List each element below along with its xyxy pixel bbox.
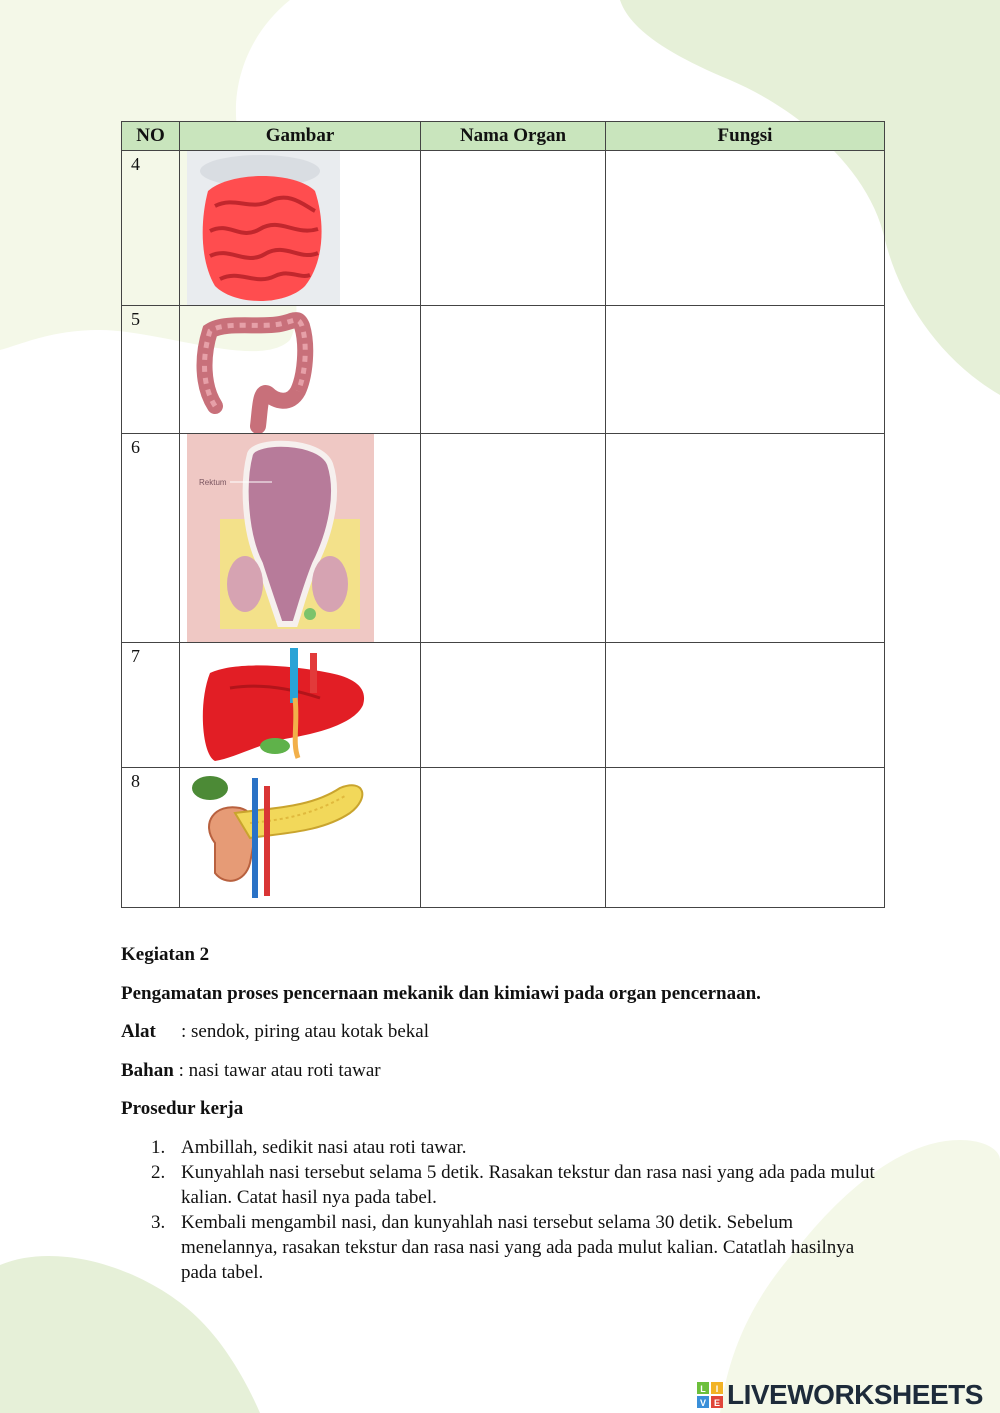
logo-letter: E bbox=[713, 1398, 721, 1408]
liveworksheets-logo bbox=[697, 1379, 983, 1411]
header-fungsi: Fungsi bbox=[606, 122, 885, 151]
bahan-line bbox=[121, 1060, 381, 1082]
row-number: 5 bbox=[122, 306, 180, 434]
step-number: 2. bbox=[151, 1162, 166, 1183]
table-row bbox=[122, 434, 885, 643]
large-intestine-image bbox=[180, 306, 421, 434]
row-number: 7 bbox=[122, 643, 180, 768]
fungsi-cell[interactable] bbox=[606, 434, 885, 643]
table-row bbox=[122, 306, 885, 434]
nama-organ-cell[interactable] bbox=[421, 434, 606, 643]
fungsi-cell[interactable] bbox=[606, 643, 885, 768]
nama-organ-cell[interactable] bbox=[421, 306, 606, 434]
logo-letter: V bbox=[699, 1398, 707, 1408]
brand-name: LIVEWORKSHEETS bbox=[727, 1379, 983, 1410]
logo-letter: I bbox=[715, 1384, 719, 1394]
alat-value: : sendok, piring atau kotak bekal bbox=[181, 1021, 429, 1042]
nama-organ-cell[interactable] bbox=[421, 768, 606, 908]
header-nama-organ: Nama Organ bbox=[421, 122, 606, 151]
step-number: 1. bbox=[151, 1137, 166, 1158]
list-item bbox=[151, 1210, 881, 1285]
header-gambar: Gambar bbox=[180, 122, 421, 151]
list-item bbox=[151, 1160, 881, 1210]
rectum-label: Rektum bbox=[199, 478, 227, 487]
small-intestine-image bbox=[180, 151, 421, 306]
table-header-row bbox=[122, 122, 885, 151]
organ-table bbox=[121, 121, 885, 908]
alat-label: Alat bbox=[121, 1021, 156, 1042]
pancreas-image bbox=[180, 768, 421, 908]
liveworksheets-icon bbox=[697, 1382, 723, 1408]
fungsi-cell[interactable] bbox=[606, 306, 885, 434]
rectum-image bbox=[180, 434, 421, 643]
nama-organ-cell[interactable] bbox=[421, 151, 606, 306]
fungsi-cell[interactable] bbox=[606, 768, 885, 908]
activity-subtitle: Pengamatan proses pencernaan mekanik dan kimiawi pada organ pencernaan. bbox=[121, 983, 761, 1004]
table-row bbox=[122, 768, 885, 908]
fungsi-cell[interactable] bbox=[606, 151, 885, 306]
step-text: Kunyahlah nasi tersebut selama 5 detik. Rasakan tekstur dan rasa nasi yang ada pada mulut kalian. Catat hasil nya pada tabel. bbox=[181, 1162, 875, 1208]
row-number: 4 bbox=[122, 151, 180, 306]
row-number: 8 bbox=[122, 768, 180, 908]
prosedur-title: Prosedur kerja bbox=[121, 1098, 244, 1119]
bahan-label: Bahan bbox=[121, 1060, 174, 1081]
nama-organ-cell[interactable] bbox=[421, 643, 606, 768]
header-no: NO bbox=[122, 122, 180, 151]
row-number: 6 bbox=[122, 434, 180, 643]
procedure-list bbox=[151, 1135, 881, 1285]
alat-line bbox=[121, 1021, 429, 1043]
table-row bbox=[122, 151, 885, 306]
list-item bbox=[151, 1135, 881, 1160]
bahan-value: : nasi tawar atau roti tawar bbox=[178, 1060, 381, 1081]
activity-title: Kegiatan 2 bbox=[121, 944, 210, 965]
step-number: 3. bbox=[151, 1212, 166, 1233]
step-text: Kembali mengambil nasi, dan kunyahlah nasi tersebut selama 30 detik. Sebelum menelannya, rasakan tekstur dan rasa nasi yang ada pada mulut kalian. Catatlah hasilnya pada tabel. bbox=[181, 1212, 855, 1283]
logo-letter: L bbox=[700, 1384, 706, 1394]
liver-image bbox=[180, 643, 421, 768]
step-text: Ambillah, sedikit nasi atau roti tawar. bbox=[181, 1137, 467, 1158]
table-row bbox=[122, 643, 885, 768]
